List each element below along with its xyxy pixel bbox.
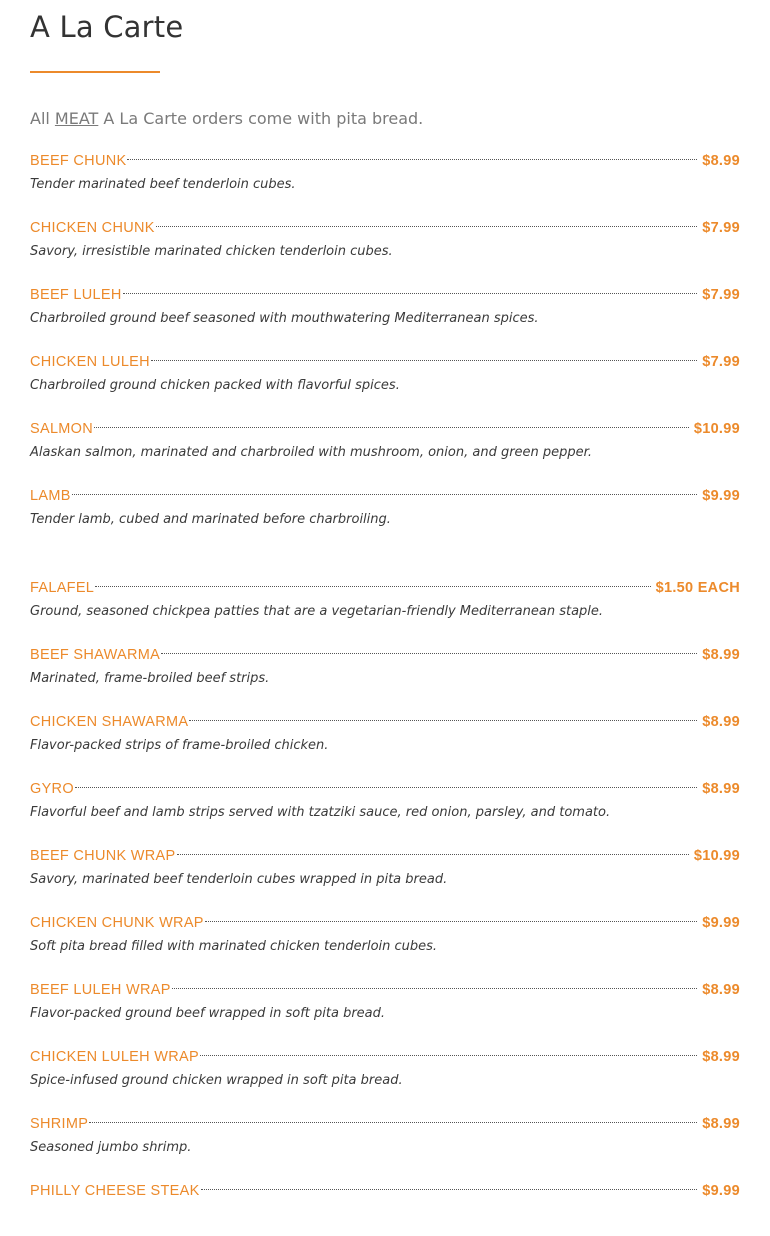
menu-item-price: $9.99 [702, 1183, 740, 1199]
dotted-leader [123, 293, 698, 294]
menu-item-name[interactable]: CHICKEN LULEH WRAP [30, 1049, 199, 1065]
dotted-leader [127, 159, 697, 160]
menu-item [30, 1113, 740, 1169]
menu-item-description: Flavorful beef and lamb strips served with tzatziki sauce, red onion, parsley, and tomato. [30, 805, 611, 820]
menu-item-price: $7.99 [702, 287, 740, 303]
title-underline [30, 71, 160, 73]
menu-item-header [30, 644, 740, 666]
dotted-leader [172, 988, 698, 989]
menu-item-header [30, 284, 740, 306]
menu-item [30, 778, 740, 834]
menu-item [30, 711, 740, 767]
menu-item-price: $8.99 [702, 982, 740, 998]
menu-item-name[interactable]: FALAFEL [30, 580, 95, 596]
menu-item-header [30, 418, 740, 440]
menu-item-price: $8.99 [702, 1049, 740, 1065]
dotted-leader [89, 1122, 697, 1123]
intro-note [30, 107, 423, 131]
menu-item [30, 1180, 740, 1236]
menu-item-description: Savory, marinated beef tenderloin cubes wrapped in pita bread. [30, 872, 448, 887]
menu-item [30, 485, 740, 541]
menu-item-header [30, 150, 740, 172]
page-title: A La Carte [30, 10, 184, 44]
menu-item-name[interactable]: CHICKEN SHAWARMA [30, 714, 189, 730]
menu-item-price: $8.99 [702, 647, 740, 663]
menu-item-header [30, 485, 740, 507]
menu-item-description: Ground, seasoned chickpea patties that are a vegetarian-friendly Mediterranean staple. [30, 604, 604, 619]
menu-item-price: $8.99 [702, 1116, 740, 1132]
menu-item-name[interactable]: SHRIMP [30, 1116, 89, 1132]
menu-item [30, 1046, 740, 1102]
menu-item-description: Tender marinated beef tenderloin cubes. [30, 177, 296, 192]
menu-item-header [30, 912, 740, 934]
menu-item-name[interactable]: SALMON [30, 421, 94, 437]
menu-item-price: $9.99 [702, 488, 740, 504]
menu-item-price: $8.99 [702, 153, 740, 169]
menu-item [30, 284, 740, 340]
menu-item-header [30, 778, 740, 800]
menu-item-price: $9.99 [702, 915, 740, 931]
menu-item-name[interactable]: PHILLY CHEESE STEAK [30, 1183, 200, 1199]
menu-item-header [30, 1180, 740, 1202]
menu-item [30, 979, 740, 1035]
menu-item-header [30, 845, 740, 867]
menu-item-name[interactable]: BEEF LULEH [30, 287, 122, 303]
dotted-leader [201, 1189, 698, 1190]
menu-item-name[interactable]: BEEF LULEH WRAP [30, 982, 171, 998]
menu-item [30, 418, 740, 474]
dotted-leader [205, 921, 697, 922]
intro-prefix: All [30, 109, 55, 128]
menu-item-name[interactable]: CHICKEN CHUNK [30, 220, 155, 236]
menu-item-description: Flavor-packed ground beef wrapped in soft pita bread. [30, 1006, 386, 1021]
menu-item-header [30, 577, 740, 599]
menu-item [30, 845, 740, 901]
menu-item-header [30, 1113, 740, 1135]
menu-item-header [30, 1046, 740, 1068]
menu-item-price: $7.99 [702, 220, 740, 236]
menu-item [30, 577, 740, 633]
menu-item-description: Savory, irresistible marinated chicken tenderloin cubes. [30, 244, 393, 259]
menu-item-header [30, 351, 740, 373]
dotted-leader [95, 586, 650, 587]
menu-item-price: $10.99 [693, 421, 740, 437]
dotted-leader [94, 427, 689, 428]
menu-item-description: Marinated, frame-broiled beef strips. [30, 671, 270, 686]
menu-item-description: Charbroiled ground chicken packed with flavorful spices. [30, 378, 400, 393]
dotted-leader [161, 653, 697, 654]
dotted-leader [189, 720, 697, 721]
menu-item [30, 217, 740, 273]
menu-item-description: Charbroiled ground beef seasoned with mouthwatering Mediterranean spices. [30, 311, 539, 326]
menu-item-header [30, 217, 740, 239]
dotted-leader [156, 226, 697, 227]
menu-item [30, 150, 740, 206]
menu-item-description: Flavor-packed strips of frame-broiled chicken. [30, 738, 329, 753]
menu-item-price: $7.99 [702, 354, 740, 370]
menu-item-name[interactable]: BEEF CHUNK WRAP [30, 848, 176, 864]
intro-meat-emphasis: MEAT [54, 109, 99, 128]
dotted-leader [177, 854, 689, 855]
dotted-leader [75, 787, 697, 788]
menu-item-name[interactable]: CHICKEN CHUNK WRAP [30, 915, 204, 931]
menu-item-description: Spice-infused ground chicken wrapped in soft pita bread. [30, 1073, 403, 1088]
menu-item-description: Alaskan salmon, marinated and charbroiled with mushroom, onion, and green pepper. [30, 445, 592, 460]
menu-item-price: $8.99 [702, 781, 740, 797]
menu-item-name[interactable]: CHICKEN LULEH [30, 354, 150, 370]
menu-item-price: $8.99 [702, 714, 740, 730]
menu-item-name[interactable]: BEEF SHAWARMA [30, 647, 161, 663]
menu-item [30, 644, 740, 700]
dotted-leader [72, 494, 698, 495]
menu-item-name[interactable]: LAMB [30, 488, 71, 504]
menu-item-header [30, 711, 740, 733]
menu-item-price: $1.50 EACH [655, 580, 740, 596]
dotted-leader [200, 1055, 697, 1056]
menu-item-header [30, 979, 740, 1001]
menu-item-description: Soft pita bread filled with marinated chicken tenderloin cubes. [30, 939, 438, 954]
menu-item-description: Seasoned jumbo shrimp. [30, 1140, 192, 1155]
intro-suffix: A La Carte orders come with pita bread. [98, 109, 424, 128]
menu-item-name[interactable]: GYRO [30, 781, 74, 797]
menu-item [30, 912, 740, 968]
menu-item-description: Tender lamb, cubed and marinated before charbroiling. [30, 512, 391, 527]
menu-item-name[interactable]: BEEF CHUNK [30, 153, 127, 169]
dotted-leader [151, 360, 697, 361]
menu-item-price: $10.99 [693, 848, 740, 864]
menu-item [30, 351, 740, 407]
